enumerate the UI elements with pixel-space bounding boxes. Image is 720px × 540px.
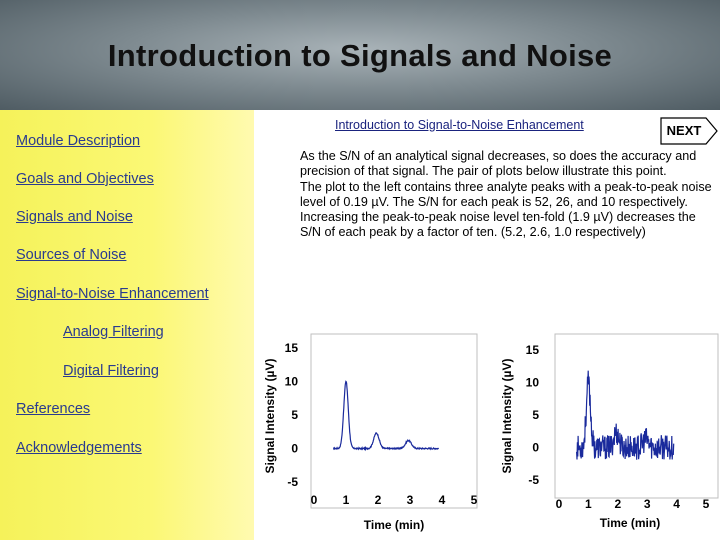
right-x-tick-label: 5 bbox=[702, 497, 710, 511]
sidebar-item-acknowledgements[interactable]: Acknowledgements bbox=[16, 440, 142, 456]
right-y-tick-label: 15 bbox=[525, 343, 539, 357]
page-title: Introduction to Signals and Noise bbox=[107, 38, 613, 73]
left-y-tick-label: 5 bbox=[291, 408, 298, 422]
next-button-label: NEXT bbox=[666, 123, 702, 138]
header-banner bbox=[0, 0, 720, 110]
left-plot-area bbox=[311, 334, 477, 508]
right-y-tick-label: -5 bbox=[528, 473, 539, 487]
left-y-axis-label: Signal Intensity (µV) bbox=[263, 358, 277, 474]
right-x-tick-label: 1 bbox=[585, 497, 592, 511]
right-y-tick-label: 0 bbox=[532, 440, 539, 455]
sidebar-item-signal-to-noise-enhancement[interactable]: Signal-to-Noise Enhancement bbox=[16, 286, 209, 302]
right-plot-area bbox=[555, 334, 718, 498]
right-x-axis-label: Time (min) bbox=[599, 516, 661, 530]
right-y-axis-label: Signal Intensity (µV) bbox=[500, 358, 514, 474]
plots-panel bbox=[254, 322, 720, 540]
left-y-tick-label: 10 bbox=[284, 374, 298, 389]
right-x-tick-label: 4 bbox=[673, 497, 680, 511]
sidebar-item-module-description[interactable]: Module Description bbox=[16, 133, 141, 149]
sidebar-item-sources-of-noise[interactable]: Sources of Noise bbox=[16, 247, 127, 263]
paragraph-accuracy: As the S/N of an analytical signal decreases, so does the accuracy and precision of that signal. The pair of plots below illustrate this point. bbox=[300, 149, 697, 179]
left-y-tick-label: -5 bbox=[287, 475, 298, 489]
sidebar-item-analog-filtering[interactable]: Analog Filtering bbox=[63, 324, 164, 340]
sidebar bbox=[0, 110, 254, 540]
left-x-tick-label: 1 bbox=[342, 493, 350, 507]
section-title-link[interactable]: Introduction to Signal-to-Noise Enhancement bbox=[335, 118, 584, 132]
right-y-tick-label: 10 bbox=[525, 375, 539, 390]
right-y-tick-label: 5 bbox=[532, 408, 539, 422]
left-x-tick-label: 3 bbox=[406, 493, 414, 507]
paragraph-left-plot: The plot to the left contains three analyte peaks with a peak-to-peak noise level of 0.19 µV. The S/N for each peak is 52, 26, and 10 respectively. bbox=[300, 179, 712, 209]
right-x-tick-label: 0 bbox=[555, 497, 563, 511]
left-x-tick-label: 4 bbox=[438, 493, 446, 507]
sidebar-item-goals-and-objectives[interactable]: Goals and Objectives bbox=[16, 171, 154, 187]
right-x-tick-label: 2 bbox=[614, 497, 622, 511]
right-x-tick-label: 3 bbox=[643, 497, 651, 511]
left-y-tick-label: 0 bbox=[291, 441, 298, 456]
sidebar-item-signals-and-noise[interactable]: Signals and Noise bbox=[16, 209, 133, 225]
left-x-tick-label: 0 bbox=[310, 493, 318, 507]
sidebar-item-references[interactable]: References bbox=[16, 401, 91, 417]
left-x-tick-label: 5 bbox=[470, 493, 478, 507]
sidebar-item-digital-filtering[interactable]: Digital Filtering bbox=[63, 363, 159, 379]
paragraph-right-plot: Increasing the peak-to-peak noise level ten-fold (1.9 µV) decreases the S/N of each peak by a factor of ten. (5.2, 2.6, 1.0 respectively) bbox=[300, 210, 696, 240]
body-text bbox=[300, 149, 718, 241]
left-x-tick-label: 2 bbox=[374, 493, 382, 507]
next-button[interactable] bbox=[660, 117, 718, 145]
left-y-tick-label: 15 bbox=[284, 341, 298, 355]
left-x-axis-label: Time (min) bbox=[363, 518, 425, 532]
